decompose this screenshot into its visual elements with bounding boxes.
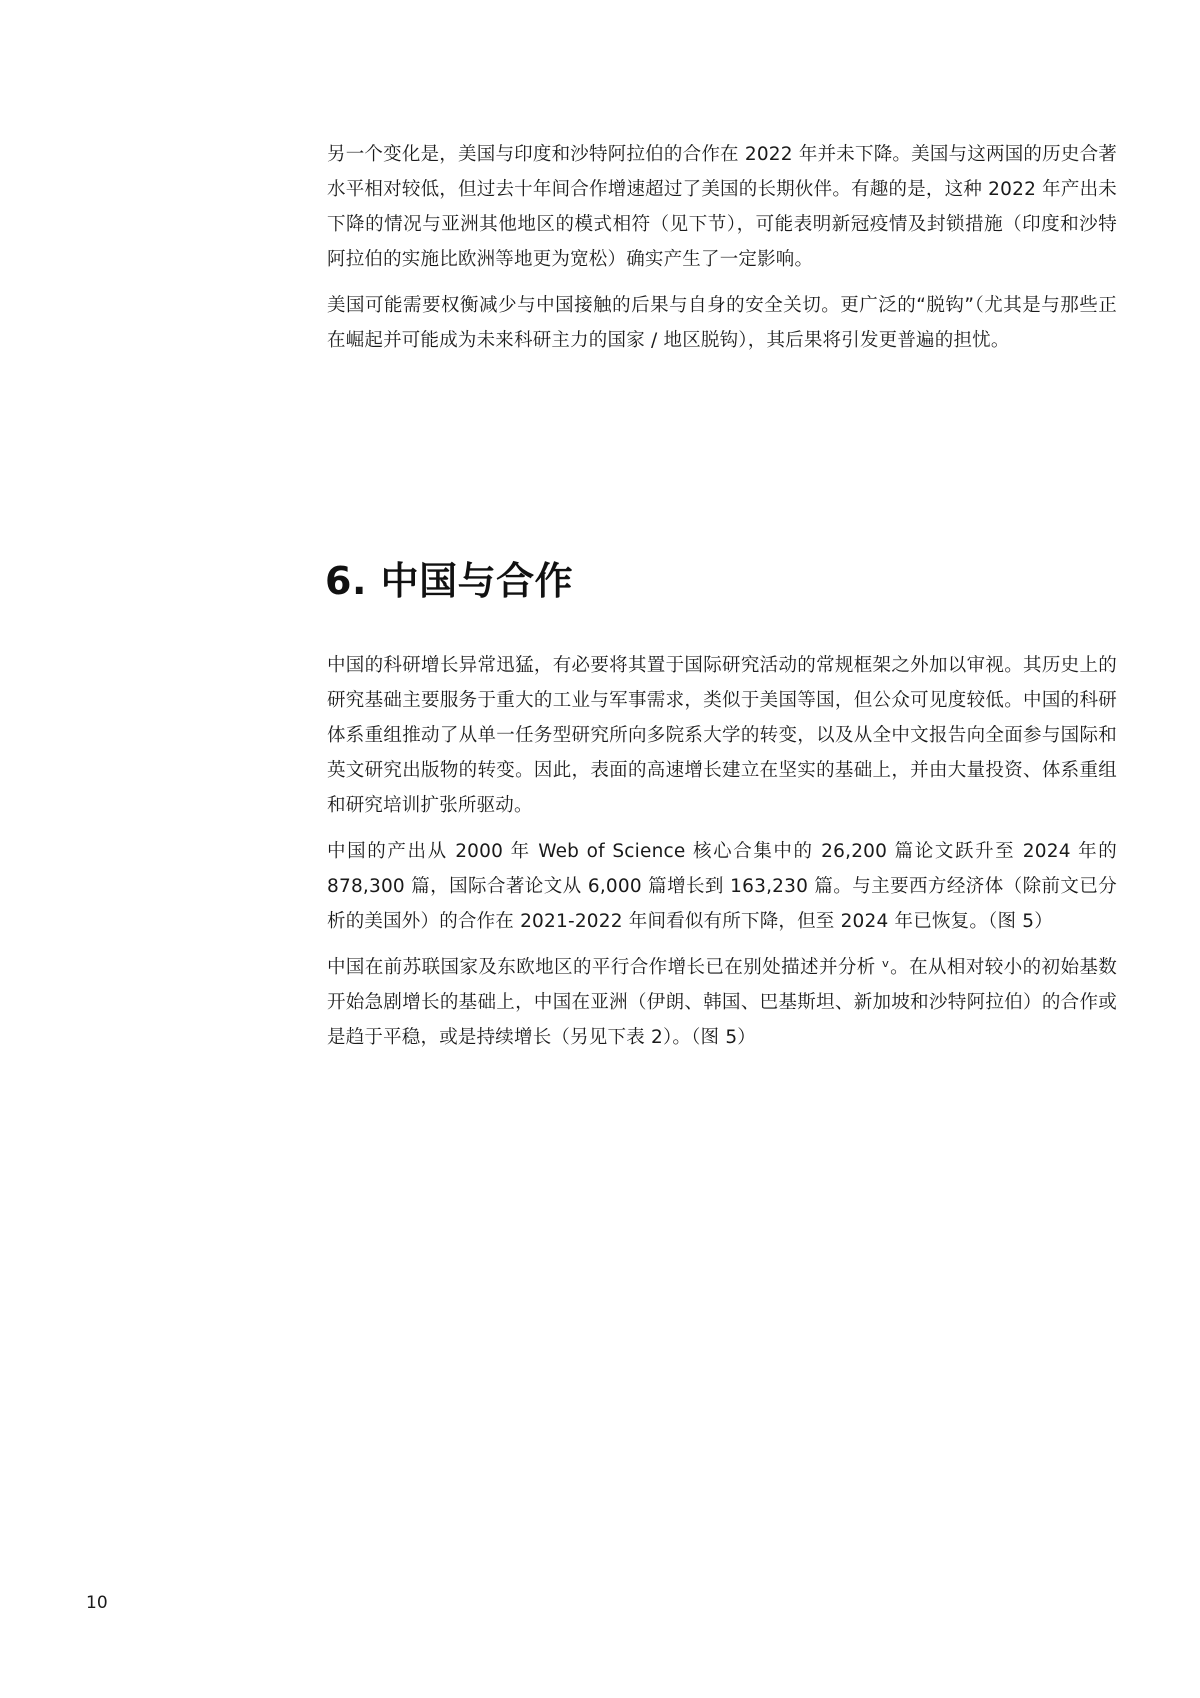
intro-paragraph-1: 另一个变化是，美国与印度和沙特阿拉伯的合作在 2022 年并未下降。美国与这两国的历史合著水平相对较低，但过去十年间合作增速超过了美国的长期伙伴。有趣的是，这种 2022 年产出未下降的情况与亚洲其他地区的模式相符（见下节），可能表明新冠疫情及封锁措施（印度和沙特阿拉伯的实施比欧洲等地更为宽松）确实产生了一定影响。 xyxy=(327,144,1117,270)
section-paragraph-3: 中国在前苏联国家及东欧地区的平行合作增长已在别处描述并分析 ᵛ。在从相对较小的初始基数开始急剧增长的基础上，中国在亚洲（伊朗、韩国、巴基斯坦、新加坡和沙特阿拉伯）的合作或是趋于平稳，或是持续增长（另见下表 2）。（图 5） xyxy=(327,957,1117,1048)
section-paragraph-1: 中国的科研增长异常迅猛，有必要将其置于国际研究活动的常规框架之外加以审视。其历史上的研究基础主要服务于重大的工业与军事需求，类似于美国等国，但公众可见度较低。中国的科研体系重组推动了从单一任务型研究所向多院系大学的转变，以及从全中文报告向全面参与国际和英文研究出版物的转变。因此，表面的高速增长建立在坚实的基础上，并由大量投资、体系重组和研究培训扩张所驱动。 xyxy=(327,655,1117,816)
page-number: 10 xyxy=(86,1593,108,1613)
section-paragraph-2: 中国的产出从 2000 年 Web of Science 核心合集中的 26,200 篇论文跃升至 2024 年的 878,300 篇，国际合著论文从 6,000 篇增长到 163,230 篇。与主要西方经济体（除前文已分析的美国外）的合作在 2021-2022 年间看似有所下降，但至 2024 年已恢复。（图 5） xyxy=(327,841,1117,932)
intro-paragraph-2: 美国可能需要权衡减少与中国接触的后果与自身的安全关切。更广泛的“脱钩”（尤其是与那些正在崛起并可能成为未来科研主力的国家 / 地区脱钩），其后果将引发更普遍的担忧。 xyxy=(327,295,1117,351)
section-heading: 6. 中国与合作 xyxy=(325,559,574,603)
china-section xyxy=(327,648,1117,1055)
intro-section xyxy=(327,137,1117,358)
